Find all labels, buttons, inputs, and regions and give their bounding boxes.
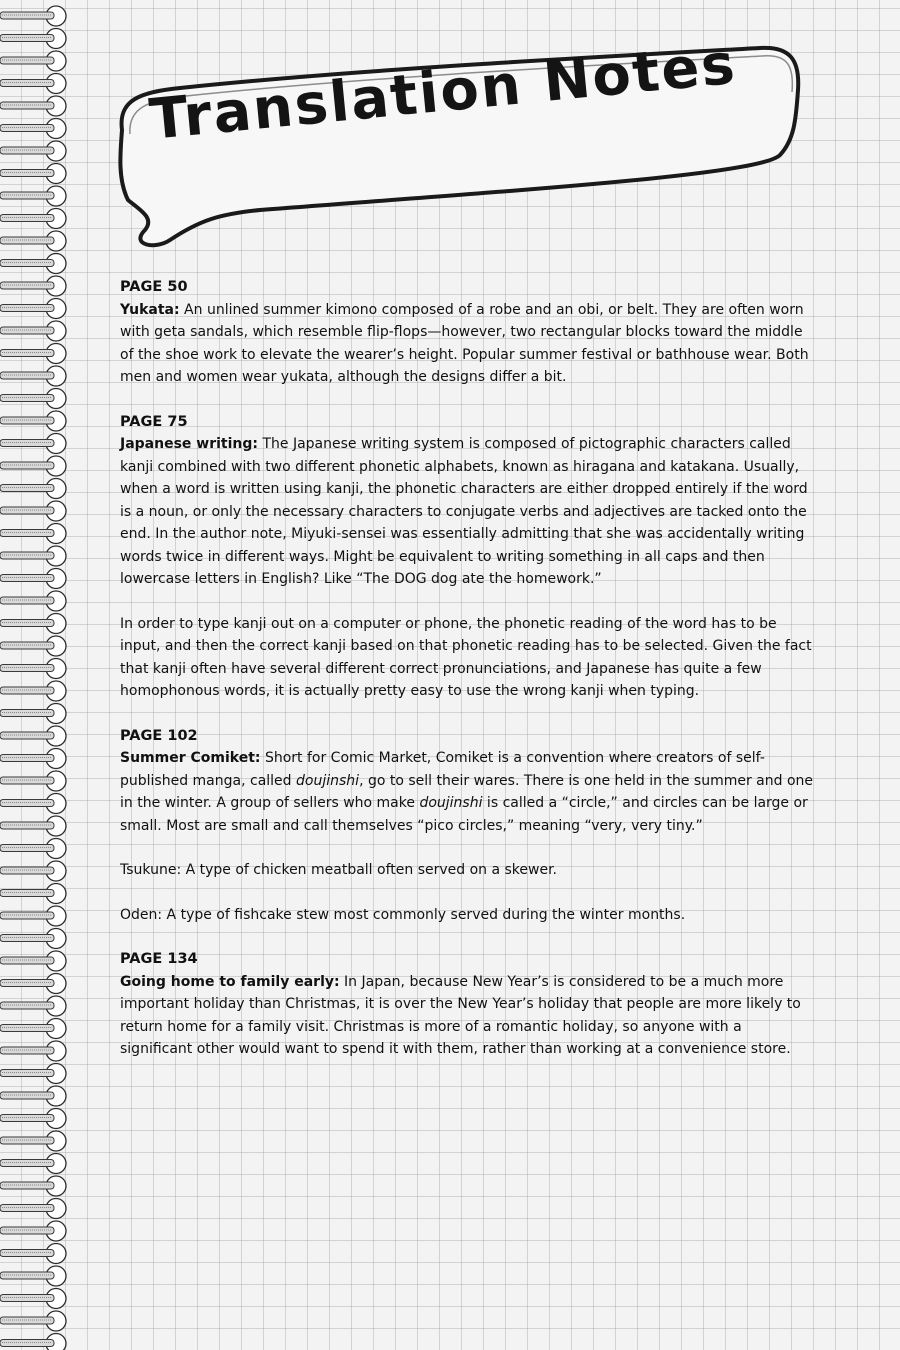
spiral-ring [0, 1131, 66, 1151]
spiral-ring [0, 614, 66, 634]
spiral-ring [0, 951, 66, 971]
spiral-ring [0, 209, 66, 229]
spiral-ring [0, 884, 66, 904]
spiral-ring [0, 524, 66, 544]
note-text: Tsukune: A type of chicken meatball often served on a skewer. [120, 862, 558, 878]
note-italic-text: doujinshi [296, 772, 360, 789]
spiral-ring [0, 1311, 66, 1331]
spiral-ring [0, 119, 66, 139]
spiral-ring [0, 996, 66, 1016]
spiral-ring [0, 861, 66, 881]
spiral-ring [0, 389, 66, 409]
spiral-ring [0, 1109, 66, 1129]
spiral-ring [0, 434, 66, 454]
note-paragraph [120, 904, 815, 927]
spiral-ring [0, 591, 66, 611]
spiral-ring [0, 1019, 66, 1039]
spiral-ring [0, 546, 66, 566]
spiral-ring [0, 771, 66, 791]
note-paragraph [120, 971, 815, 1061]
spiral-ring [0, 1266, 66, 1286]
note-term: Summer Comiket: [120, 750, 261, 766]
spiral-ring [0, 569, 66, 589]
spiral-ring [0, 344, 66, 364]
note-text: An unlined summer kimono composed of a robe and an obi, or belt. They are often worn with geta sandals, which resemble flip-flops—however, two rectangular blocks toward the middle of the shoe work to elevate the wearer’s height. Popular summer festival or bathhouse wear. Both men and women wear yukata, although the designs differ a bit. [120, 301, 809, 385]
spiral-ring [0, 501, 66, 521]
spiral-ring [0, 186, 66, 206]
note-text: Short for Comic Market, Comiket is a convention where creators of self-published manga, called [120, 750, 765, 789]
spiral-ring [0, 636, 66, 656]
spiral-ring [0, 839, 66, 859]
spiral-ring [0, 96, 66, 116]
spiral-ring [0, 1176, 66, 1196]
spiral-ring [0, 254, 66, 274]
spiral-ring [0, 929, 66, 949]
spiral-ring [0, 1334, 66, 1350]
spiral-ring [0, 411, 66, 431]
note-paragraph [120, 747, 815, 837]
note-paragraph [120, 433, 815, 591]
note-text: Oden: A type of fishcake stew most commonly served during the winter months. [120, 906, 686, 923]
spiral-ring [0, 704, 66, 724]
note-text: The Japanese writing system is composed of pictographic characters called kanji combined with two different phonetic alphabets, known as hiragana and katakana. Usually, when a word is written using kanji, the phonetic characters are either dropped entirely if the word is a noun, or only the necessary characters to conjugate verbs and adjectives are tacked onto the end. In the author note, Miyuki-sensei was essentially admitting that she was accidentally writing words twice in different ways. Might be equivalent to writing something in all caps and then lowercase letters in English? Like “The DOG dog ate the homework.” [120, 436, 808, 587]
note-section [120, 411, 815, 703]
note-section [120, 948, 815, 1061]
spiral-ring [0, 816, 66, 836]
spiral-ring [0, 299, 66, 319]
spiral-ring [0, 74, 66, 94]
note-term: Yukata: [120, 301, 180, 318]
spiral-ring [0, 51, 66, 71]
note-paragraph [120, 299, 815, 389]
spiral-ring [0, 479, 66, 499]
spiral-ring [0, 794, 66, 814]
spiral-ring [0, 749, 66, 769]
spiral-ring [0, 681, 66, 701]
spiral-ring [0, 1064, 66, 1084]
spiral-ring [0, 456, 66, 476]
spiral-ring [0, 321, 66, 341]
spiral-ring [0, 164, 66, 184]
page-number-heading: PAGE 75 [120, 413, 188, 430]
notebook-spiral-binding [0, 0, 80, 1350]
spiral-ring [0, 1244, 66, 1264]
spiral-ring [0, 1086, 66, 1106]
spiral-ring [0, 659, 66, 679]
spiral-ring [0, 1154, 66, 1174]
note-text: , go to sell their wares. There is one held in the summer and one in the winter. A group of sellers who make [120, 772, 814, 811]
spiral-ring [0, 141, 66, 161]
note-term: Going home to family early: [120, 973, 340, 990]
spiral-ring [0, 1199, 66, 1219]
note-term: Japanese writing: [120, 436, 259, 452]
spiral-ring [0, 726, 66, 746]
spiral-ring [0, 366, 66, 386]
page-number-heading: PAGE 134 [120, 951, 198, 967]
note-section [120, 725, 815, 927]
page-number-heading: PAGE 50 [120, 279, 188, 295]
spiral-ring [0, 1289, 66, 1309]
spiral-ring [0, 276, 66, 296]
note-text: In Japan, because New Year’s is considered to be a much more important holiday than Christmas, it is over the New Year’s holiday that people are more likely to return home for a family visit. Christmas is more of a romantic holiday, so anyone with a significant other would want to spend it with them, rather than working at a convenience store. [120, 973, 801, 1057]
page-number-heading: PAGE 102 [120, 727, 198, 744]
spiral-ring [0, 29, 66, 49]
note-text: is called a “circle,” and circles can be large or small. Most are small and call themselves “pico circles,” meaning “very, very tiny.” [120, 795, 808, 834]
spiral-ring [0, 974, 66, 994]
note-paragraph [120, 613, 815, 703]
note-section [120, 276, 815, 389]
spiral-ring [0, 6, 66, 26]
note-text: In order to type kanji out on a computer or phone, the phonetic reading of the word has to be input, and then the correct kanji based on that phonetic reading has to be selected. Given the fact that kanji often have several different correct pronunciations, and Japanese has quite a few homophonous words, it is actually pretty easy to use the wrong kanji when typing. [120, 615, 812, 699]
note-italic-text: doujinshi [419, 795, 483, 811]
spiral-ring [0, 1221, 66, 1241]
note-paragraph [120, 859, 815, 882]
spiral-ring [0, 231, 66, 251]
spiral-ring [0, 906, 66, 926]
translation-notes-body [120, 276, 815, 1083]
page-title: Translation Notes [146, 31, 740, 153]
spiral-ring [0, 1041, 66, 1061]
